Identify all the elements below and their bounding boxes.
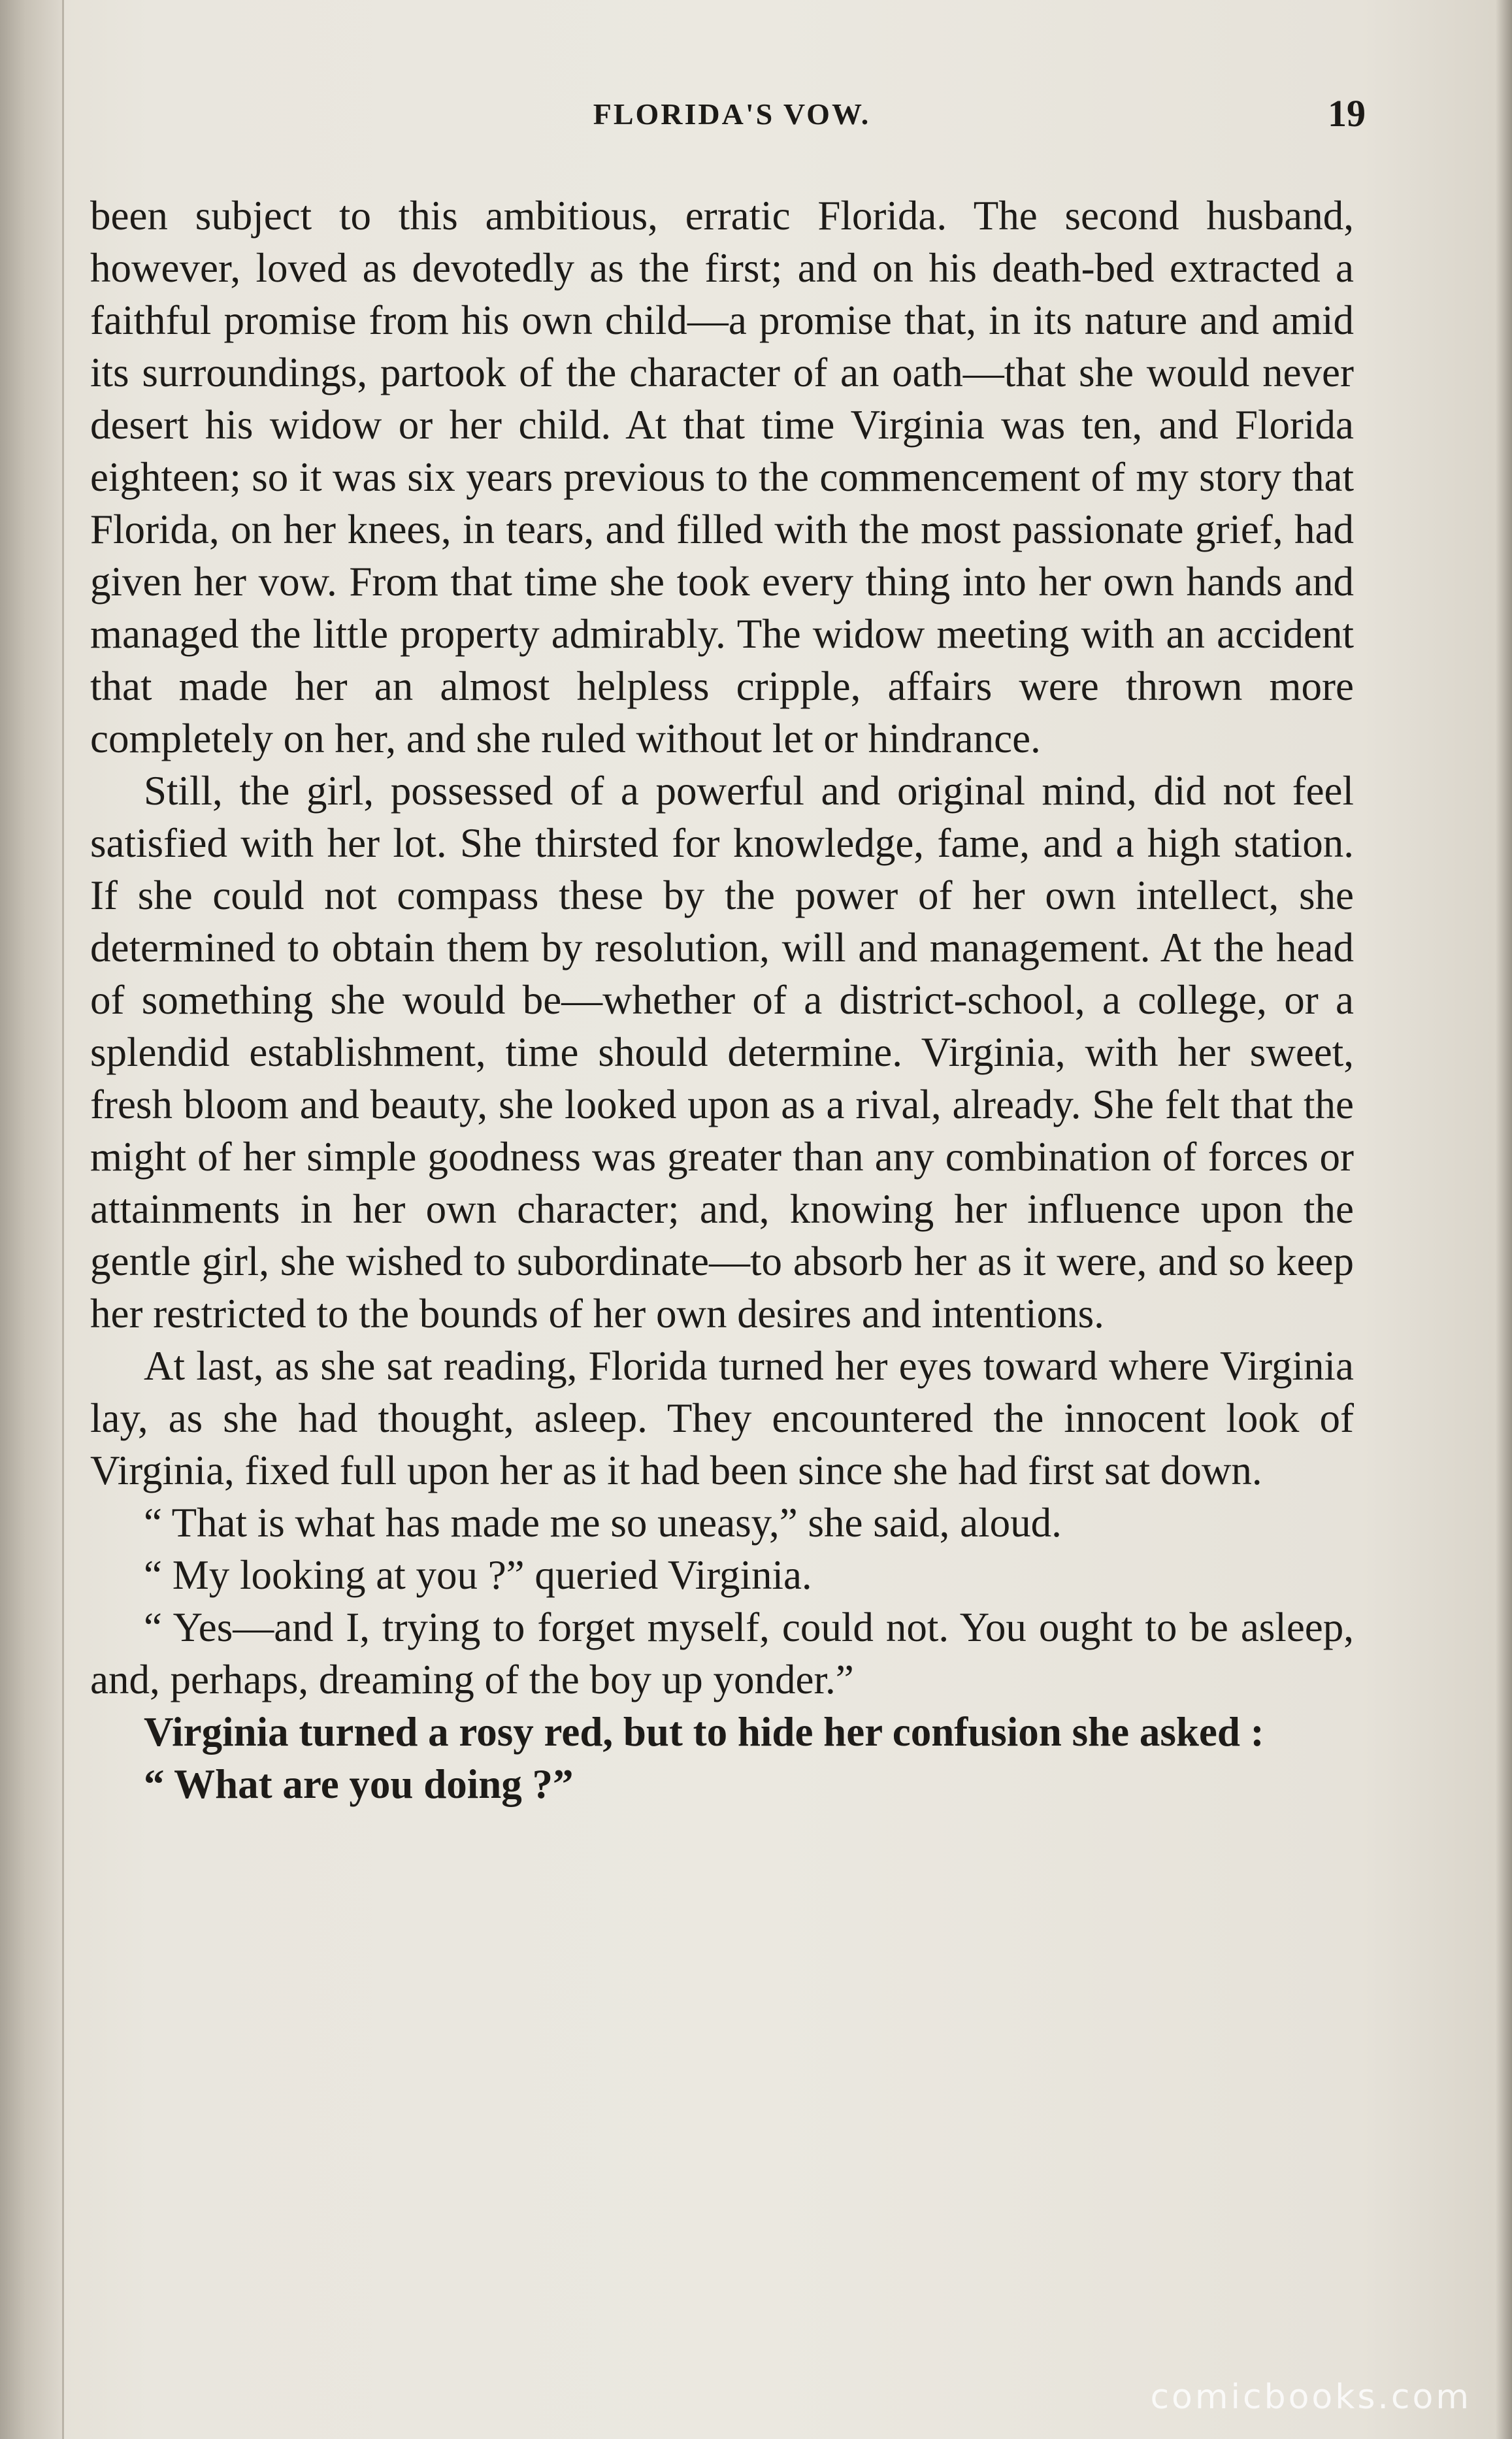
paragraph-2: Still, the girl, possessed of a powerful and original mind, did not feel satisfied with her lot. She thirsted for knowledge, fame, and a high station. If she could not compass these by the power of her own intellect, she determined to obtain them by resolution, will and management. At the head of something she would be—whether of a district-school, a college, or a splendid establishment, time should determine. Virginia, with her sweet, fresh bloom and beauty, she looked upon as a rival, already. She felt that the might of her simple goodness was greater than any combination of forces or attainments in her own character; and, knowing her influence upon the gentle girl, she wished to subordinate—to absorb her as it were, and so keep her restricted to the bounds of her own desires and intentions.: [90, 768, 1354, 1336]
dialogue-line-1: “ That is what has made me so uneasy,” she said, aloud.: [144, 1500, 1062, 1546]
paragraph-1: been subject to this ambitious, erratic Florida. The second husband, however, loved as devotedly as the first; and on his death-bed extracted a faithful promise from his own child—a promise that, in its nature and amid its surroundings, partook of the character of an oath—that she would never desert his widow or her child. At that time Virginia was ten, and Florida eighteen; so it was six years previous to the commencement of my story that Florida, on her knees, in tears, and filled with the most passionate grief, had given her vow. From that time she took every thing into her own hands and managed the little property admirably. The widow meeting with an accident that made her an almost helpless cripple, affairs were thrown more completely on her, and she ruled without let or hindrance.: [90, 193, 1354, 761]
page-edge-shadow: [1495, 0, 1512, 2439]
paragraph-3: At last, as she sat reading, Florida turned her eyes toward where Virginia lay, as she had thought, asleep. They encountered the innocent look of Virginia, fixed full upon her as it had been since she had first sat down.: [90, 1343, 1354, 1493]
running-header: [105, 91, 1366, 144]
dialogue-line-3: “ Yes—and I, trying to forget myself, could not. You ought to be asleep, and, perhaps, dreaming of the boy up yonder.”: [90, 1604, 1354, 1702]
site-watermark: comicbooks.com: [1150, 2378, 1471, 2417]
dialogue-line-4: “ What are you doing ?”: [144, 1761, 574, 1807]
dialogue-line-2: “ My looking at you ?” queried Virginia.: [144, 1552, 812, 1598]
page-number: 19: [1328, 92, 1366, 135]
body-text: [90, 190, 1354, 1810]
paragraph-4: Virginia turned a rosy red, but to hide her confusion she asked :: [144, 1709, 1264, 1755]
running-title: FLORIDA'S VOW.: [593, 97, 871, 131]
page-gutter: [0, 0, 64, 2439]
